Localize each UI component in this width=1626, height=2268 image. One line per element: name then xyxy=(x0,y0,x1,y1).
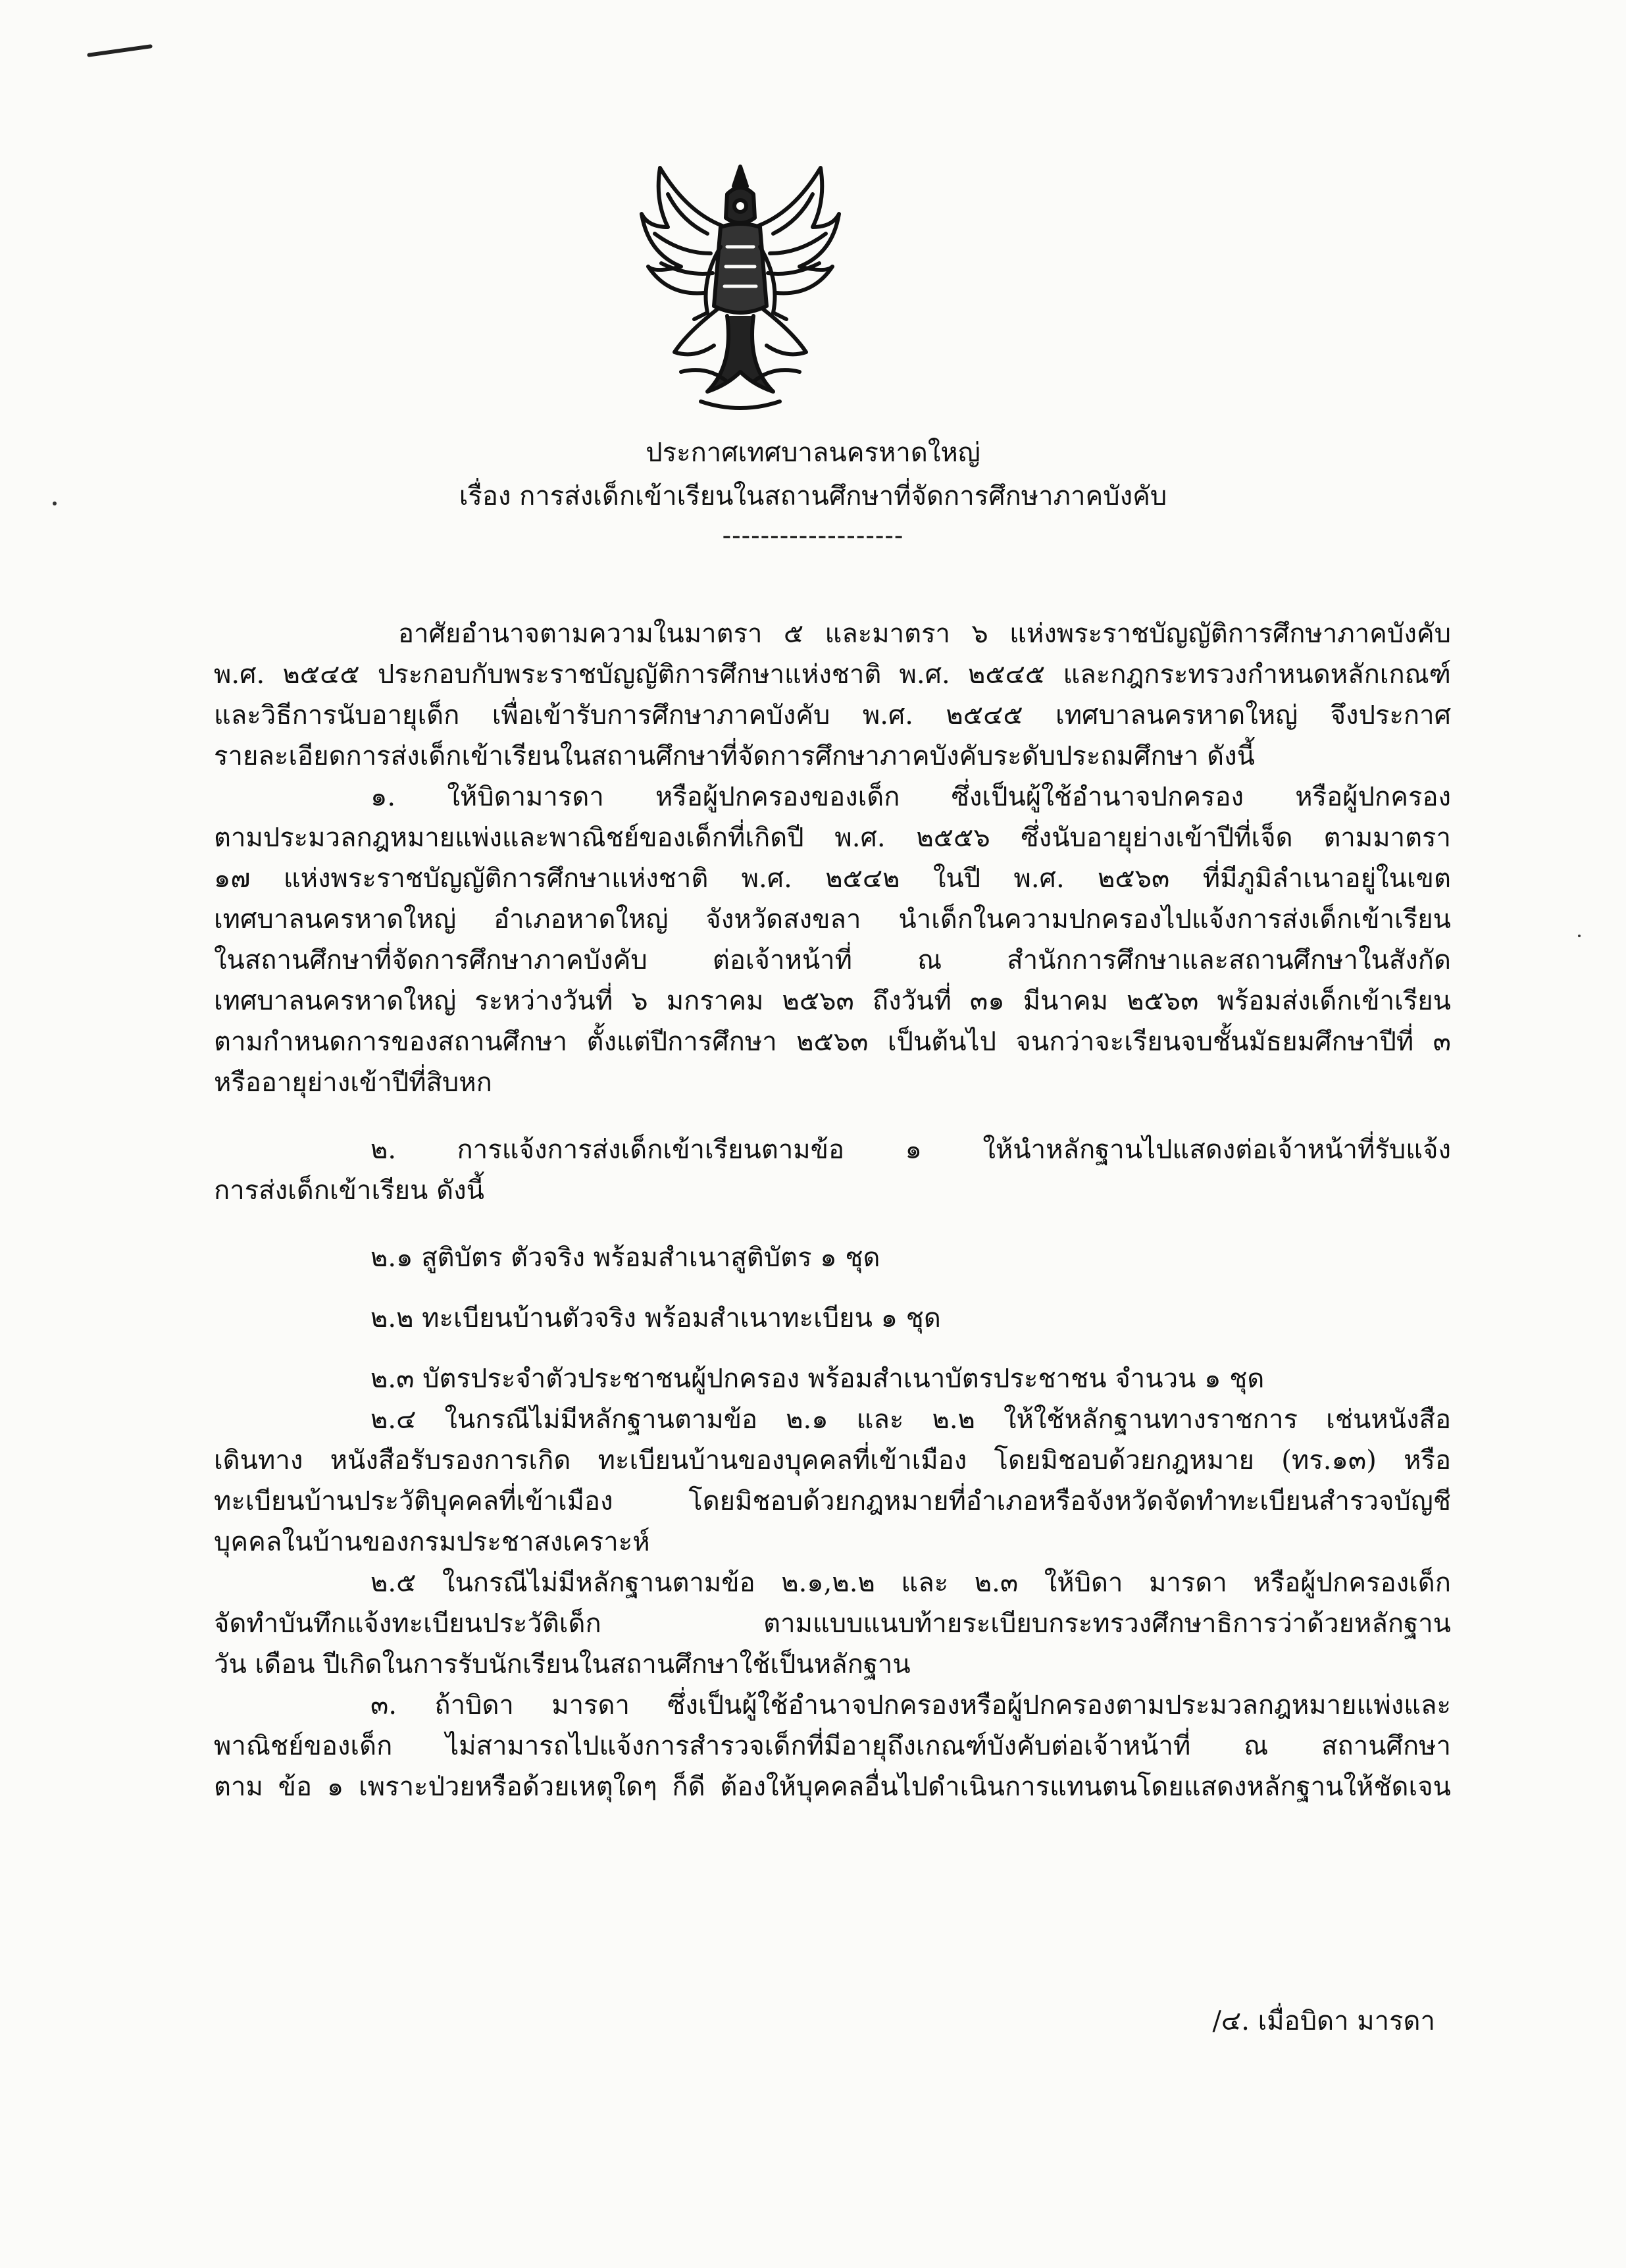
announcement-title: ประกาศเทศบาลนครหาดใหญ่ xyxy=(646,438,980,468)
text-line: และวิธีการนับอายุเด็ก เพื่อเข้ารับการศึกษาภาคบังคับ พ.ศ. ๒๕๔๕ เทศบาลนครหาดใหญ่ จึงประกาศ xyxy=(214,700,1451,731)
continuation-note: /๔. เมื่อบิดา มารดา xyxy=(1212,2006,1435,2036)
text-line: ๒.๔ ในกรณีไม่มีหลักฐานตามข้อ ๒.๑ และ ๒.๒ ให้ใช้หลักฐานทางราชการ เช่นหนังสือ xyxy=(370,1405,1451,1435)
item-2-2: ๒.๒ ทะเบียนบ้านตัวจริง พร้อมสำเนาทะเบียน ๑ ชุด xyxy=(370,1303,941,1333)
item-2-4-paragraph xyxy=(214,1399,1451,1562)
text-line: บุคคลในบ้านของกรมประชาสงเคราะห์ xyxy=(214,1527,650,1557)
pen-mark xyxy=(87,44,153,57)
text-line: ตามกำหนดการของสถานศึกษา ตั้งแต่ปีการศึกษา ๒๕๖๓ เป็นต้นไป จนกว่าจะเรียนจบชั้นมัธยมศึกษาปีที่ ๓ xyxy=(214,1027,1451,1057)
text-line: หรืออายุย่างเข้าปีที่สิบหก xyxy=(214,1068,492,1098)
text-line: เดินทาง หนังสือรับรองการเกิด ทะเบียนบ้านของบุคคลที่เข้าเมือง โดยมิชอบด้วยกฎหมาย (ทร.๑๓) หรือ xyxy=(214,1445,1451,1476)
item-2-1: ๒.๑ สูติบัตร ตัวจริง พร้อมสำเนาสูติบัตร ๑ ชุด xyxy=(370,1243,880,1273)
text-line: ๑๗ แห่งพระราชบัญญัติการศึกษาแห่งชาติ พ.ศ. ๒๕๔๒ ในปี พ.ศ. ๒๕๖๓ ที่มีภูมิลำเนาอยู่ในเขต xyxy=(214,863,1451,894)
text-line: เทศบาลนครหาดใหญ่ อำเภอหาดใหญ่ จังหวัดสงขลา นำเด็กในความปกครองไปแจ้งการส่งเด็กเข้าเรียน xyxy=(214,904,1451,935)
scan-speck xyxy=(1578,935,1581,937)
text-line: ๑. ให้บิดามารดา หรือผู้ปกครองของเด็ก ซึ่งเป็นผู้ใช้อำนาจปกครอง หรือผู้ปกครอง xyxy=(370,782,1451,812)
text-line: จัดทำบันทึกแจ้งทะเบียนประวัติเด็ก ตามแบบแนบท้ายระเบียบกระทรวงศึกษาธิการว่าด้วยหลักฐาน xyxy=(214,1609,1451,1639)
item-1-paragraph xyxy=(214,777,1451,1103)
announcement-subject: เรื่อง การส่งเด็กเข้าเรียนในสถานศึกษาที่จัดการศึกษาภาคบังคับ xyxy=(459,481,1167,511)
item-3-paragraph xyxy=(214,1685,1451,1807)
text-line: เทศบาลนครหาดใหญ่ ระหว่างวันที่ ๖ มกราคม ๒๕๖๓ ถึงวันที่ ๓๑ มีนาคม ๒๕๖๓ พร้อมส่งเด็กเข้าเรียน xyxy=(214,986,1451,1016)
garuda-emblem-icon xyxy=(628,155,852,421)
intro-paragraph xyxy=(214,613,1451,777)
text-line: การส่งเด็กเข้าเรียน ดังนี้ xyxy=(214,1175,484,1206)
text-line: ตาม ข้อ ๑ เพราะป่วยหรือด้วยเหตุใดๆ ก็ดี ต้องให้บุคคลอื่นไปดำเนินการแทนตนโดยแสดงหลักฐานให้ชัดเจน xyxy=(214,1772,1451,1802)
item-2-5-paragraph xyxy=(214,1562,1451,1685)
text-line: ในสถานศึกษาที่จัดการศึกษาภาคบังคับ ต่อเจ้าหน้าที่ ณ สำนักการศึกษาและสถานศึกษาในสังกัด xyxy=(214,945,1451,975)
text-line: พ.ศ. ๒๕๔๕ ประกอบกับพระราชบัญญัติการศึกษาแห่งชาติ พ.ศ. ๒๕๔๕ และกฎกระทรวงกำหนดหลักเกณฑ์ xyxy=(214,659,1451,690)
text-line: ทะเบียนบ้านประวัติบุคคลที่เข้าเมือง โดยมิชอบด้วยกฎหมายที่อำเภอหรือจังหวัดจัดทำทะเบียนสำรวจบัญชี xyxy=(214,1486,1451,1516)
text-line: รายละเอียดการส่งเด็กเข้าเรียนในสถานศึกษาที่จัดการศึกษาภาคบังคับระดับประถมศึกษา ดังนี้ xyxy=(214,741,1255,771)
document-body xyxy=(214,613,1451,1807)
text-line: อาศัยอำนาจตามความในมาตรา ๕ และมาตรา ๖ แห่งพระราชบัญญัติการศึกษาภาคบังคับ xyxy=(398,619,1451,649)
text-line: วัน เดือน ปีเกิดในการรับนักเรียนในสถานศึกษาใช้เป็นหลักฐาน xyxy=(214,1649,911,1680)
item-2-3: ๒.๓ บัตรประจำตัวประชาชนผู้ปกครอง พร้อมสำเนาบัตรประชาชน จำนวน ๑ ชุด xyxy=(370,1364,1265,1394)
text-line: ๒.๕ ในกรณีไม่มีหลักฐานตามข้อ ๒.๑,๒.๒ และ ๒.๓ ให้บิดา มารดา หรือผู้ปกครองเด็ก xyxy=(370,1568,1451,1598)
text-line: ตามประมวลกฎหมายแพ่งและพาณิชย์ของเด็กที่เกิดปี พ.ศ. ๒๕๕๖ ซึ่งนับอายุย่างเข้าปีที่เจ็ด ตามมาตรา xyxy=(214,823,1451,853)
text-line: ๓. ถ้าบิดา มารดา ซึ่งเป็นผู้ใช้อำนาจปกครองหรือผู้ปกครองตามประมวลกฎหมายแพ่งและ xyxy=(370,1690,1451,1720)
title-rule: ------------------- xyxy=(722,521,904,551)
text-line: พาณิชย์ของเด็ก ไม่สามารถไปแจ้งการสำรวจเด็กที่มีอายุถึงเกณฑ์บังคับต่อเจ้าหน้าที่ ณ สถานศึกษา xyxy=(214,1731,1451,1761)
item-2-paragraph xyxy=(214,1129,1451,1211)
text-line: ๒. การแจ้งการส่งเด็กเข้าเรียนตามข้อ ๑ ให้นำหลักฐานไปแสดงต่อเจ้าหน้าที่รับแจ้ง xyxy=(370,1135,1451,1165)
